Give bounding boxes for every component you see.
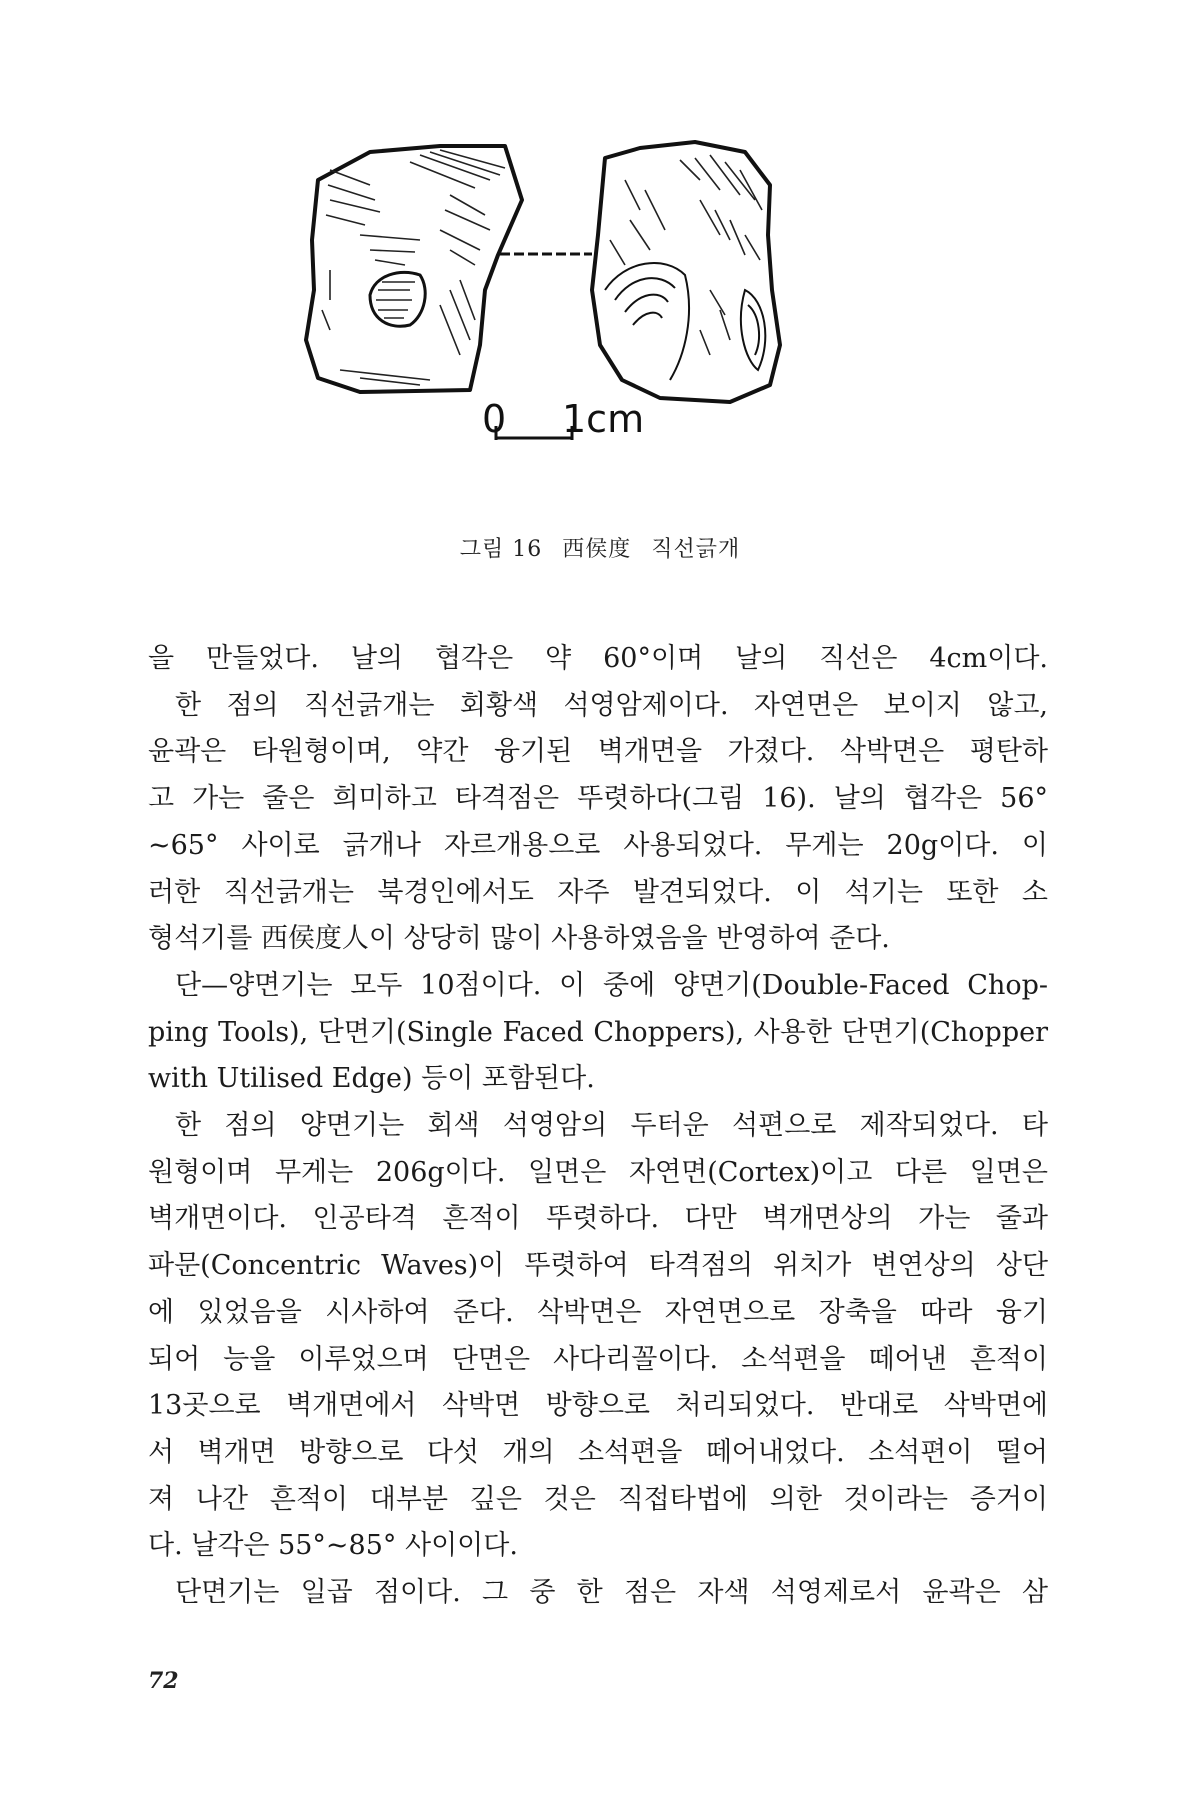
stone-tool-figure bbox=[300, 140, 900, 500]
text-line: 13곳으로 벽개면에서 삭박면 방향으로 처리되었다. 반대로 삭박면에 bbox=[148, 1390, 1048, 1422]
right-view-concentric-waves bbox=[605, 263, 765, 380]
text-line: 져 나간 흔적이 대부분 깊은 것은 직접타법에 의한 것이라는 증거이 bbox=[148, 1483, 1048, 1515]
scale-unit-label: 1cm bbox=[562, 397, 645, 441]
text-line: 다. 날각은 55°~85° 사이이다. bbox=[148, 1530, 518, 1562]
text-line: 벽개면이다. 인공타격 흔적이 뚜렷하다. 다만 벽개면상의 가는 줄과 bbox=[148, 1203, 1048, 1235]
left-scar-hatching bbox=[376, 282, 415, 318]
text-line: ~65° 사이로 긁개나 자르개용으로 사용되었다. 무게는 20g이다. 이 bbox=[148, 829, 1048, 861]
text-line: 형석기를 西侯度人이 상당히 많이 사용하였음을 반영하여 준다. bbox=[148, 923, 890, 955]
caption-site: 西侯度 bbox=[562, 537, 632, 562]
text-line: ping Tools), 단면기(Single Faced Choppers), 사용한 단면기(Chopper bbox=[148, 1016, 1048, 1048]
text-line: 단면기는 일곱 점이다. 그 중 한 점은 자색 석영제로서 윤곽은 삼 bbox=[175, 1577, 1048, 1609]
text-line: 러한 직선긁개는 북경인에서도 자주 발견되었다. 이 석기는 또한 소 bbox=[148, 876, 1048, 908]
text-line: 에 있었음을 시사하여 준다. 삭박면은 자연면으로 장축을 따라 융기 bbox=[148, 1296, 1048, 1328]
right-view-hatching bbox=[610, 155, 762, 355]
artifact-left-view bbox=[306, 146, 522, 392]
text-line: 윤곽은 타원형이며, 약간 융기된 벽개면을 가졌다. 삭박면은 평탄하 bbox=[148, 736, 1048, 768]
text-line: 되어 능을 이루었으며 단면은 사다리꼴이다. 소석편을 떼어낸 흔적이 bbox=[148, 1343, 1048, 1375]
scale-zero-label: 0 bbox=[482, 397, 507, 441]
figure-caption bbox=[0, 532, 1200, 563]
artifact-drawing bbox=[300, 140, 900, 500]
text-line: 고 가는 줄은 희미하고 타격점은 뚜렷하다(그림 16). 날의 협각은 56° bbox=[148, 783, 1048, 815]
caption-title: 직선긁개 bbox=[651, 537, 741, 562]
text-line: 을 만들었다. 날의 협각은 약 60°이며 날의 직선은 4cm이다. bbox=[148, 643, 1048, 674]
text-line: with Utilised Edge) 등이 포함된다. bbox=[148, 1063, 595, 1095]
text-line: 한 점의 양면기는 회색 석영암의 두터운 석편으로 제작되었다. 타 bbox=[175, 1110, 1048, 1142]
caption-label: 그림 16 bbox=[459, 537, 543, 562]
text-line: 한 점의 직선긁개는 회황색 석영암제이다. 자연면은 보이지 않고, bbox=[175, 689, 1048, 721]
text-line: 서 벽개면 방향으로 다섯 개의 소석편을 떼어내었다. 소석편이 떨어 bbox=[148, 1436, 1048, 1468]
scale-bar bbox=[482, 397, 644, 441]
text-line: 단—양면기는 모두 10점이다. 이 중에 양면기(Double-Faced Chop- bbox=[175, 969, 1048, 1001]
text-line: 파문(Concentric Waves)이 뚜렷하여 타격점의 위치가 변연상의 상단 bbox=[148, 1250, 1048, 1282]
page-number: 72 bbox=[148, 1668, 179, 1694]
body-text bbox=[148, 636, 1048, 1617]
text-line: 원형이며 무게는 206g이다. 일면은 자연면(Cortex)이고 다른 일면은 bbox=[148, 1156, 1048, 1188]
